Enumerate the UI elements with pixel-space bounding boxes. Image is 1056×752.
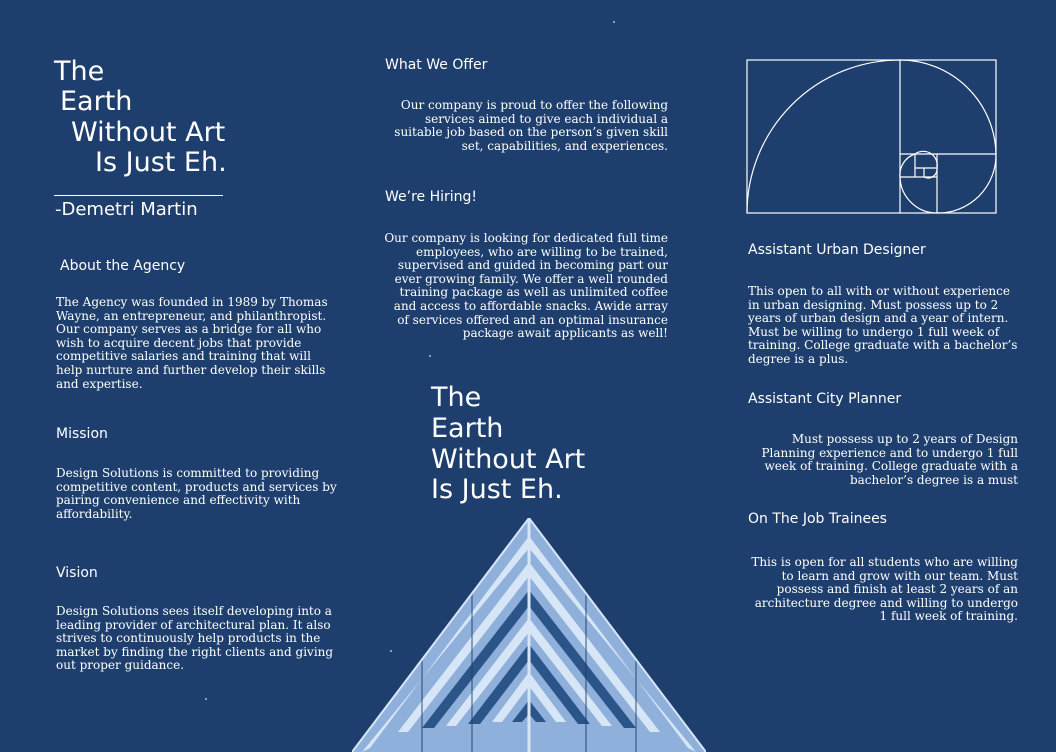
- building-floors: [362, 518, 696, 752]
- quote-author: -Demetri Martin: [55, 199, 198, 220]
- about-heading: About the Agency: [60, 258, 186, 274]
- quote-line-3: Without Art: [71, 117, 226, 148]
- speck: [613, 21, 615, 23]
- speck: [429, 355, 431, 357]
- job-2-title: Assistant City Planner: [748, 391, 902, 407]
- job-1-text: This open to all with or without experience in urban designing. Must possess up to 2 years of urban design and a year of intern. Must be willing to undergo 1 full week of training. College graduate with a bachelor’s degree is a plus.: [748, 284, 1018, 366]
- building-illustration: [352, 518, 706, 752]
- about-text: The Agency was founded in 1989 by Thomas Wayne, an entrepreneur, and philanthropist. Our company serves as a bridge for all who wish to acquire decent jobs that provide competitive salaries and training that will help nurture and further develop their skills and expertise.: [56, 295, 328, 391]
- cover-quote-line-4: Is Just Eh.: [431, 474, 563, 505]
- job-3-title: On The Job Trainees: [748, 511, 887, 527]
- job-3-text: This is open for all students who are willing to learn and grow with our team. Must possess and finish at least 2 years of an architecture degree and willing to undergo 1 full week of training.: [751, 555, 1018, 624]
- cover-quote-line-1: The: [431, 382, 482, 413]
- offer-heading: What We Offer: [385, 57, 488, 73]
- golden-spiral-graphic: [746, 59, 997, 214]
- mission-heading: Mission: [56, 426, 108, 442]
- job-2-text: Must possess up to 2 years of Design Planning experience and to undergo 1 full week of training. College graduate with a bachelor’s degree is a must: [761, 432, 1018, 487]
- cover-quote-line-3: Without Art: [431, 444, 586, 475]
- speck: [390, 650, 392, 652]
- quote-line-4: Is Just Eh.: [95, 147, 227, 178]
- spiral-frame: [747, 60, 996, 213]
- quote-divider: [54, 195, 223, 196]
- speck: [205, 698, 207, 700]
- vision-text: Design Solutions sees itself developing into a leading provider of architectural plan. It also strives to continuously help products in the market by finding the right clients and giving out proper guidance.: [56, 604, 334, 673]
- offer-text: Our company is proud to offer the following services aimed to give each individual a suitable job based on the person’s given skill set, capabilities, and experiences.: [394, 98, 668, 153]
- quote-line-1: The: [54, 56, 105, 87]
- hiring-text: Our company is looking for dedicated full time employees, who are willing to be trained, supervised and guided in becoming part our ever growing family. We offer a well rounded training package as well as unlimited coffee and access to affordable snacks. Awide array of services offered and an optimal insurance package await applicants as well!: [384, 231, 668, 341]
- spiral-curve: [747, 60, 996, 213]
- mission-text: Design Solutions is committed to providing competitive content, products and services by pairing convenience and effectivity with affordability.: [56, 466, 337, 521]
- cover-quote-line-2: Earth: [431, 413, 504, 444]
- vision-heading: Vision: [56, 565, 98, 581]
- job-1-title: Assistant Urban Designer: [748, 242, 926, 258]
- hiring-heading: We’re Hiring!: [385, 189, 478, 205]
- quote-line-2: Earth: [60, 86, 133, 117]
